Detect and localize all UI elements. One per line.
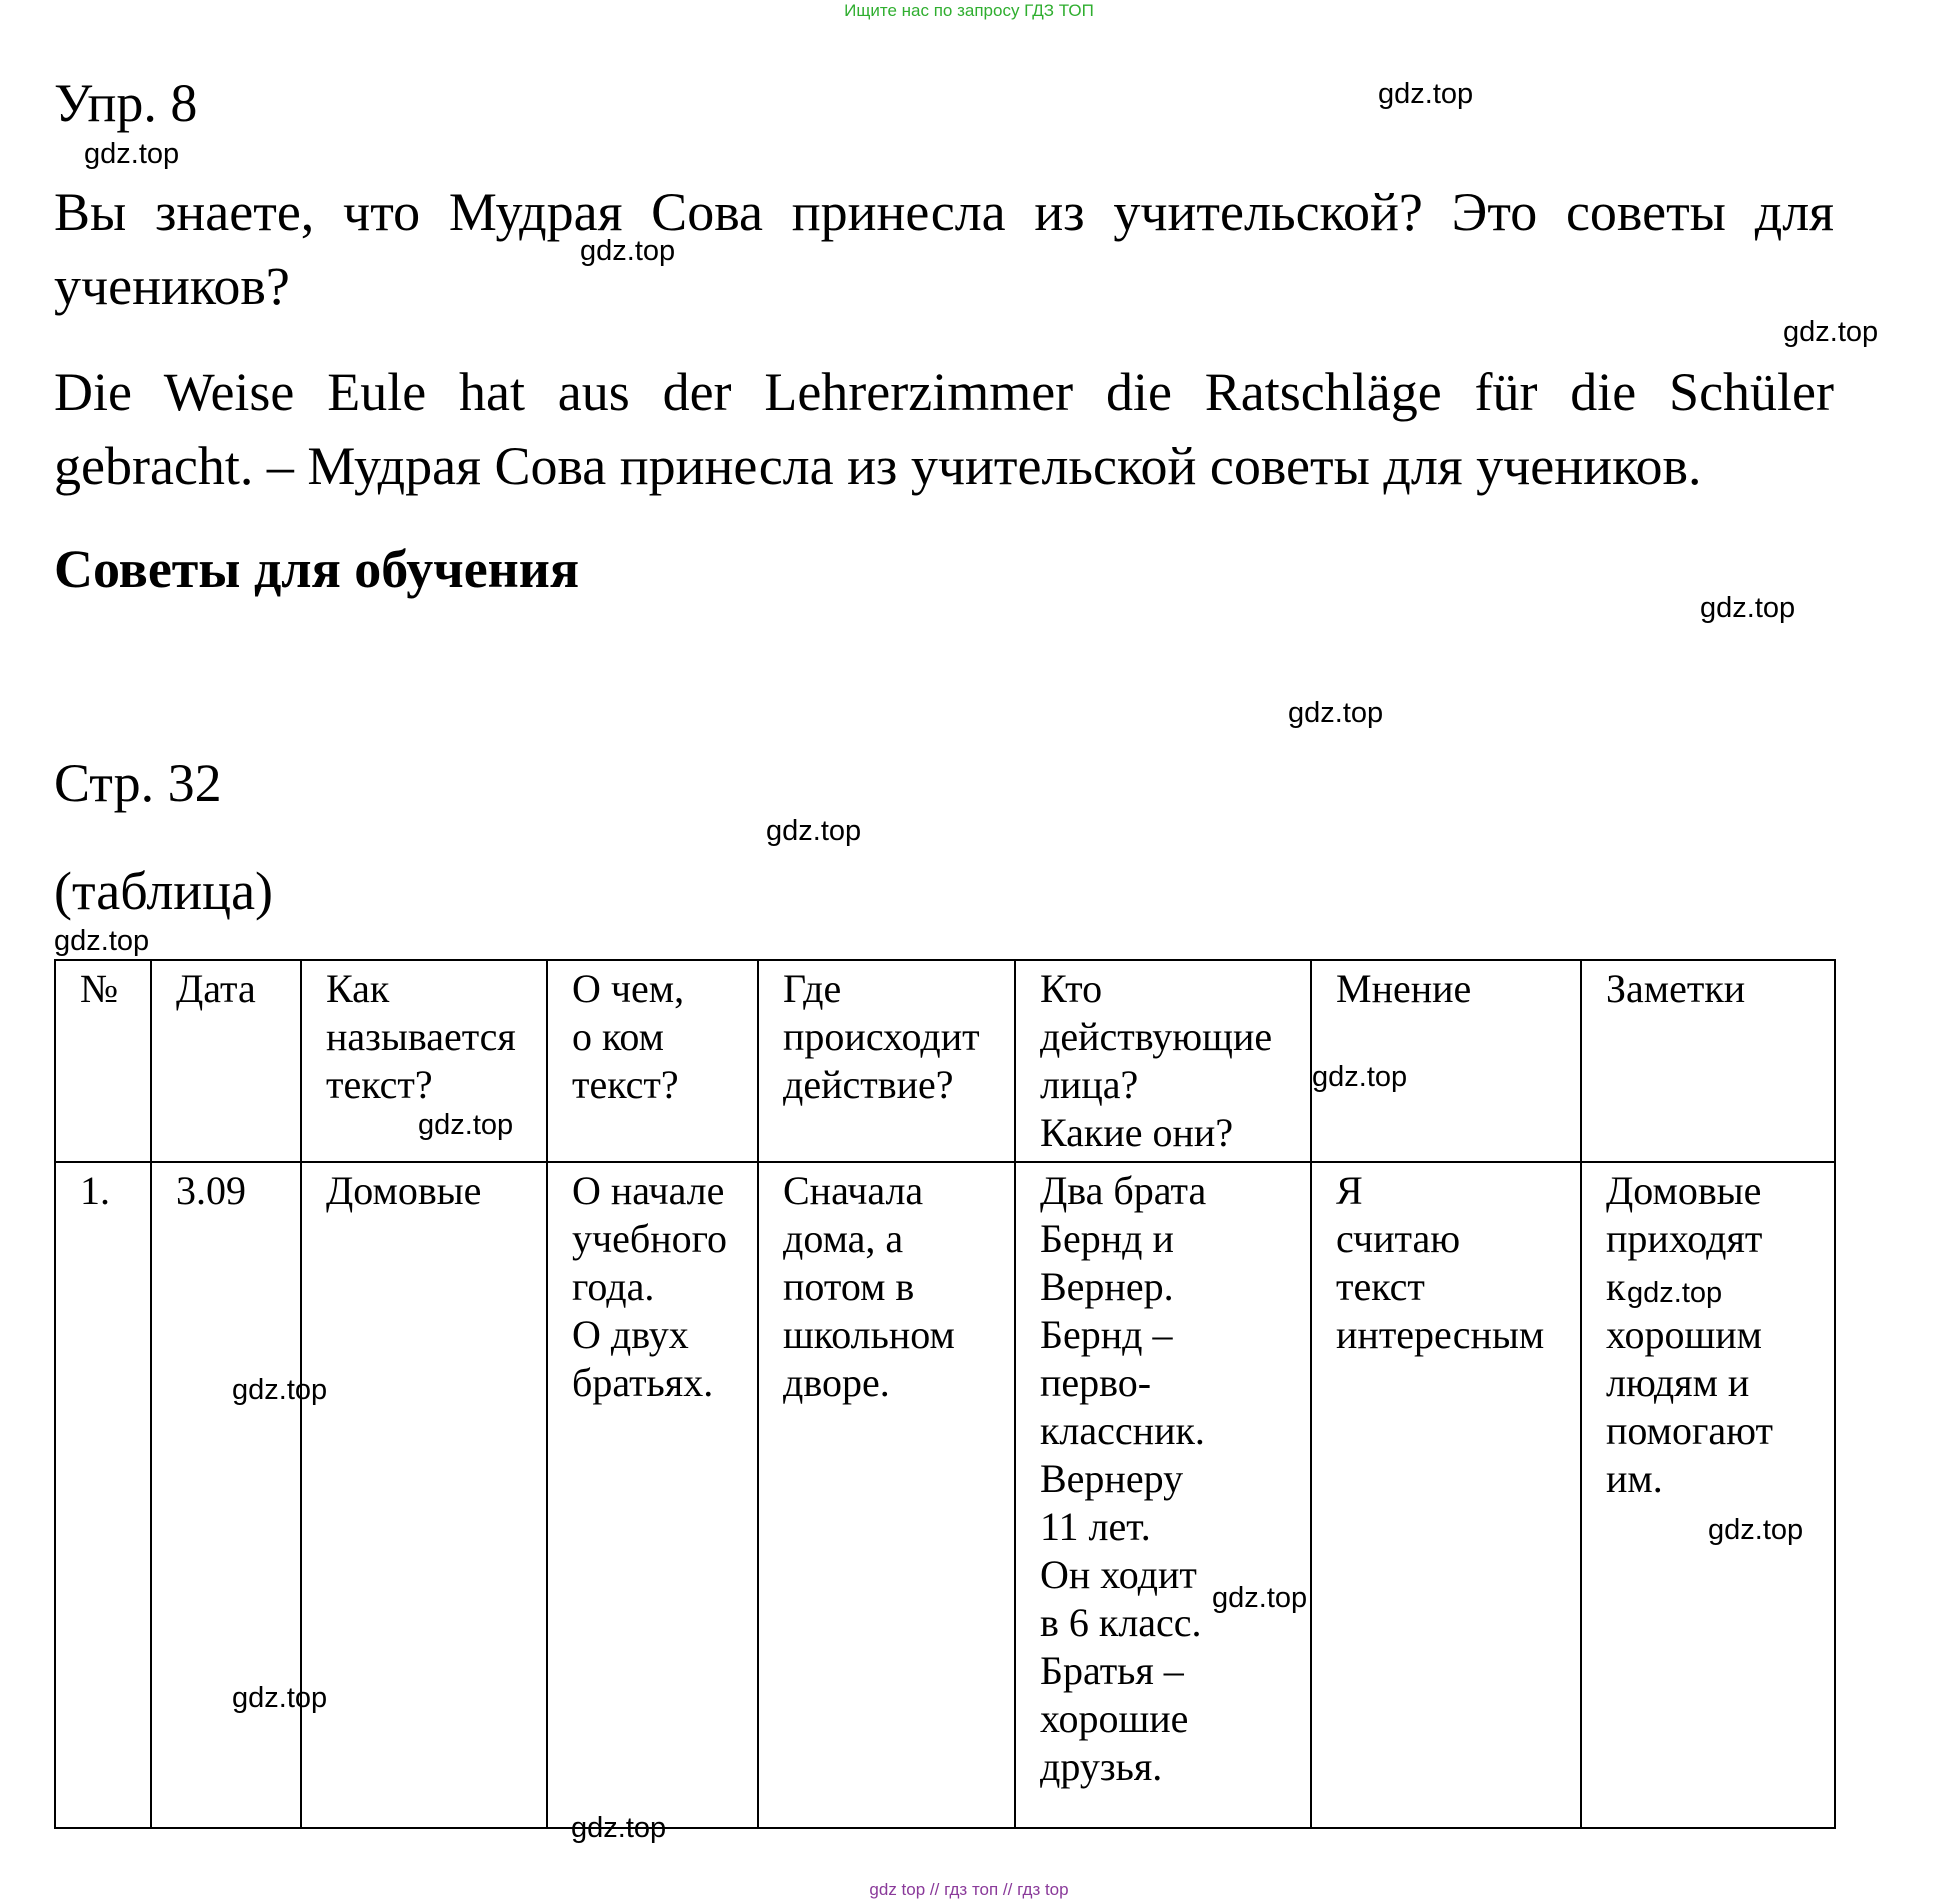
header-about: О чем, о ком текст? (547, 960, 758, 1162)
watermark: gdz.top (232, 1682, 328, 1714)
watermark: gdz.top (84, 138, 180, 170)
cell-about: О начале учебного года. О двух братьях. (547, 1162, 758, 1828)
table-header-row (55, 960, 1835, 1162)
header-notes: Заметки (1581, 960, 1835, 1162)
watermark: gdz.top (1378, 78, 1474, 110)
cell-date: 3.09 (151, 1162, 301, 1828)
header-place: Где происходит действие? (758, 960, 1015, 1162)
watermark: gdz.top (1783, 316, 1879, 348)
cell-place: Сначала дома, а потом в школьном дворе. (758, 1162, 1015, 1828)
watermark: gdz.top (1312, 1061, 1408, 1093)
header-characters: Кто действующие лица? Какие они? (1015, 960, 1311, 1162)
header-opinion: Мнение (1311, 960, 1581, 1162)
watermark: gdz.top (418, 1109, 514, 1141)
header-number: № (55, 960, 151, 1162)
watermark: gdz.top (571, 1812, 667, 1844)
header-date: Дата (151, 960, 301, 1162)
watermark: gdz.top (766, 815, 862, 847)
section-title: Советы для обучения (54, 539, 580, 599)
watermark: gdz.top (1700, 592, 1796, 624)
watermark: gdz.top (1708, 1514, 1804, 1546)
cell-number: 1. (55, 1162, 151, 1828)
watermark: gdz.top (232, 1374, 328, 1406)
page-ref: Стр. 32 (54, 753, 222, 813)
cell-characters: Два брата Бернд и Вернер. Бернд – перво- классник. Вернеру 11 лет. Он ходит в 6 класс. Братья – хорошие друзья. (1015, 1162, 1311, 1828)
exercise-title: Упр. 8 (54, 73, 198, 133)
answer-text: Die Weise Eule hat aus der Lehrerzimmer die Ratschläge für die Schüler gebracht. – Мудрая Сова принесла из учительской советы для учеников. (54, 362, 1834, 496)
watermark: gdz.top (1627, 1277, 1723, 1309)
watermark: gdz.top (1212, 1582, 1308, 1614)
table-label: (таблица) (54, 861, 274, 921)
top-note: Ищите нас по запросу ГДЗ ТОП (844, 1, 1094, 20)
cell-opinion: Я считаю текст интересным (1311, 1162, 1581, 1828)
watermark: gdz.top (1288, 697, 1384, 729)
footer-note: gdz top // гдз топ // гдз top (869, 1880, 1069, 1899)
cell-notes: Домовые приходят к хорошим людям и помогают им. (1581, 1162, 1835, 1828)
header-title: Как называется текст? (301, 960, 547, 1162)
watermark: gdz.top (54, 925, 150, 957)
table-row (55, 1162, 1835, 1828)
watermark: gdz.top (580, 235, 676, 267)
cell-title: Домовые (301, 1162, 547, 1828)
question-text: Вы знаете, что Мудрая Сова принесла из учительской? Это советы для учеников? (54, 182, 1834, 316)
